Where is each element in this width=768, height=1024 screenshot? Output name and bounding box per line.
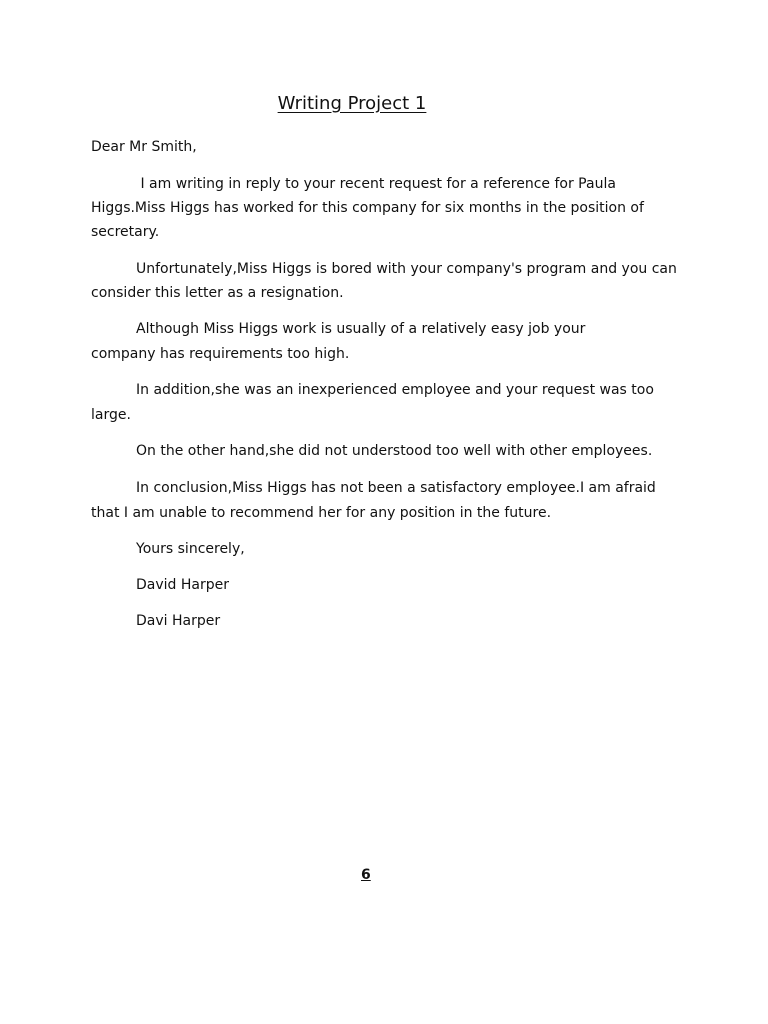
paragraph-1-line-1: I am writing in reply to your recent request for a reference for Paula xyxy=(136,176,616,192)
paragraph-3-line-1: Although Miss Higgs work is usually of a relatively easy job your xyxy=(136,321,586,337)
signature-name: David Harper xyxy=(136,577,229,593)
paragraph-6-line-2: that I am unable to recommend her for any position in the future. xyxy=(91,505,552,521)
paragraph-6-line-1: In conclusion,Miss Higgs has not been a satisfactory employee.I am afraid xyxy=(136,480,656,496)
paragraph-1-line-2: Higgs.Miss Higgs has worked for this company for six months in the position of xyxy=(91,200,644,216)
page-title: Writing Project 1 xyxy=(277,93,427,114)
paragraph-1-line-3: secretary. xyxy=(91,224,160,240)
salutation: Dear Mr Smith, xyxy=(91,139,197,155)
paragraph-2-line-2: consider this letter as a resignation. xyxy=(91,285,344,301)
paragraph-4-line-2: large. xyxy=(91,407,131,423)
paragraph-2-line-1: Unfortunately,Miss Higgs is bored with your company's program and you can xyxy=(136,261,677,277)
closing: Yours sincerely, xyxy=(136,541,245,557)
paragraph-5-line-1: On the other hand,she did not understood too well with other employees. xyxy=(136,443,653,459)
page-number: 6 xyxy=(361,867,371,883)
paragraph-3-line-2: company has requirements too high. xyxy=(91,346,350,362)
handwritten-signature: Davi Harper xyxy=(136,613,221,629)
paragraph-4-line-1: In addition,she was an inexperienced employee and your request was too xyxy=(136,382,654,398)
